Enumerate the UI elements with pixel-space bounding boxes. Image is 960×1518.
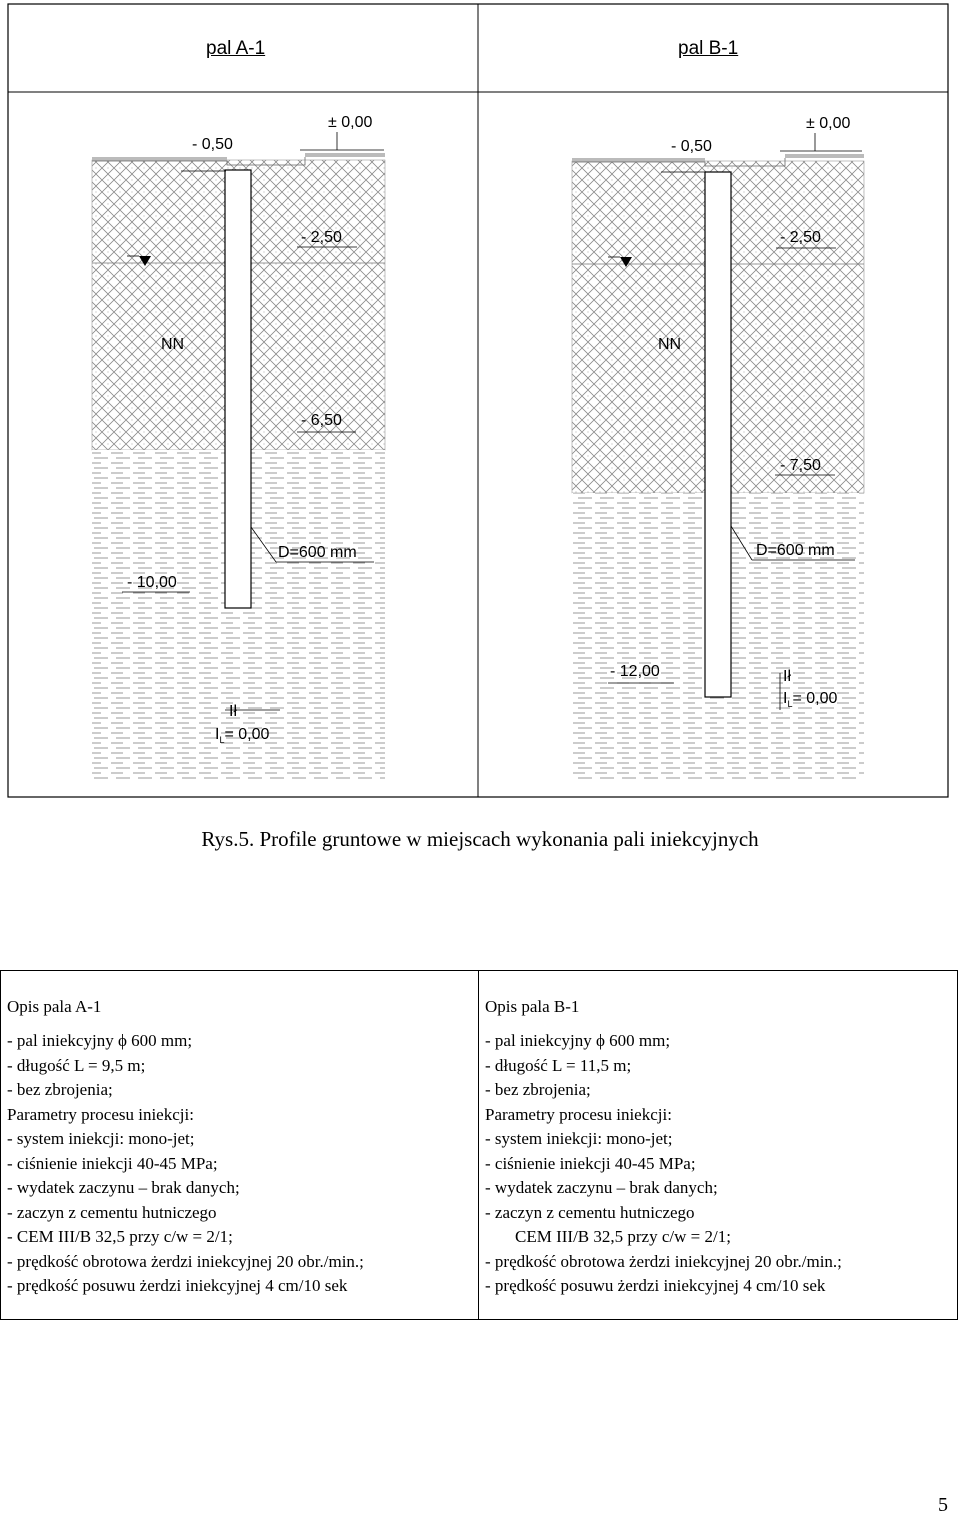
description-a-line: - pal iniekcyjny ϕ 600 mm;: [7, 1031, 193, 1050]
description-b-line: - bez zbrojenia;: [485, 1080, 591, 1099]
description-b-line: - pal iniekcyjny ϕ 600 mm;: [485, 1031, 671, 1050]
profile-a-clay-il: $I_L= 0,00$: [215, 726, 270, 746]
profile-b-diameter: D=600 mm: [756, 542, 835, 559]
description-a-line: - system iniekcji: mono-jet;: [7, 1129, 195, 1148]
profile-b-level-boundary: - 7,50: [780, 457, 821, 474]
profile-b-title: pal B-1: [678, 38, 739, 59]
profile-b-level-zero: ± 0,00: [806, 115, 851, 132]
description-a-list: [7, 1029, 364, 1299]
profile-b-ground-right: [785, 154, 864, 158]
description-b-line: - zaczyn z cementu hutniczego: [485, 1202, 695, 1222]
description-a-line: - ciśnienie iniekcji 40-45 MPa;: [7, 1153, 218, 1173]
description-a-line: - długość L = 9,5 m;: [7, 1055, 146, 1075]
profile-a-diameter: D=600 mm: [278, 544, 357, 561]
figure-caption: Rys.5. Profile gruntowe w miejscach wykonania pali iniekcyjnych: [201, 827, 759, 851]
description-b-line: Parametry procesu iniekcji:: [485, 1104, 672, 1124]
profile-a-pile: [225, 170, 251, 608]
page-number: 5: [938, 1494, 948, 1516]
description-a-line: - wydatek zaczynu – brak danych;: [7, 1178, 240, 1197]
profile-a-clay-name: Ił: [229, 703, 237, 720]
description-b: [478, 970, 958, 1320]
profile-a-ground-left: [92, 157, 227, 161]
profile-b-clay-il: $I_L= 0,00$: [783, 690, 838, 710]
profile-b-level-pile-head: - 0,50: [671, 138, 712, 155]
description-a-line: - prędkość obrotowa żerdzi iniekcyjnej 20 obr./min.;: [7, 1251, 364, 1271]
profile-a-layer-label: NN: [161, 336, 185, 353]
description-b-line: CEM III/B 32,5 przy c/w = 2/1;: [515, 1227, 731, 1246]
profile-a-level-water: - 2,50: [301, 229, 342, 246]
description-b-line: - prędkość posuwu żerdzi iniekcyjnej 4 cm/10 sek: [485, 1276, 826, 1295]
description-a: [0, 970, 479, 1320]
description-b-line: - prędkość obrotowa żerdzi iniekcyjnej 20 obr./min.;: [485, 1251, 842, 1271]
profile-a-level-pile-base: - 10,00: [127, 574, 177, 591]
profile-b-layer-label: NN: [658, 336, 682, 353]
description-a-heading: Opis pala A-1: [7, 997, 102, 1016]
description-a-line: - CEM III/B 32,5 przy c/w = 2/1;: [7, 1227, 233, 1246]
profile-a-level-pile-head: - 0,50: [192, 136, 233, 153]
profile-a-level-boundary: - 6,50: [301, 412, 342, 429]
description-a-line: Parametry procesu iniekcji:: [7, 1104, 194, 1124]
description-b-line: - długość L = 11,5 m;: [485, 1055, 632, 1075]
description-b-line: - system iniekcji: mono-jet;: [485, 1129, 673, 1148]
profile-a-level-zero: ± 0,00: [328, 114, 373, 131]
profile-b-pile: [705, 172, 731, 697]
description-b-line: - wydatek zaczynu – brak danych;: [485, 1178, 718, 1197]
profile-b-level-pile-base: - 12,00: [610, 663, 660, 680]
description-a-line: - zaczyn z cementu hutniczego: [7, 1202, 217, 1222]
description-b-line: - ciśnienie iniekcji 40-45 MPa;: [485, 1153, 696, 1173]
description-a-line: - prędkość posuwu żerdzi iniekcyjnej 4 cm/10 sek: [7, 1276, 348, 1295]
profile-b-clay-name: Ił: [783, 668, 791, 685]
profile-b-level-water: - 2,50: [780, 229, 821, 246]
description-b-list: [485, 1029, 842, 1299]
description-b-heading: Opis pala B-1: [485, 997, 580, 1016]
description-a-line: - bez zbrojenia;: [7, 1080, 113, 1099]
profile-a-title: pal A-1: [206, 38, 266, 59]
profile-b-ground-left: [572, 158, 705, 162]
profile-a-ground-right: [305, 153, 385, 157]
